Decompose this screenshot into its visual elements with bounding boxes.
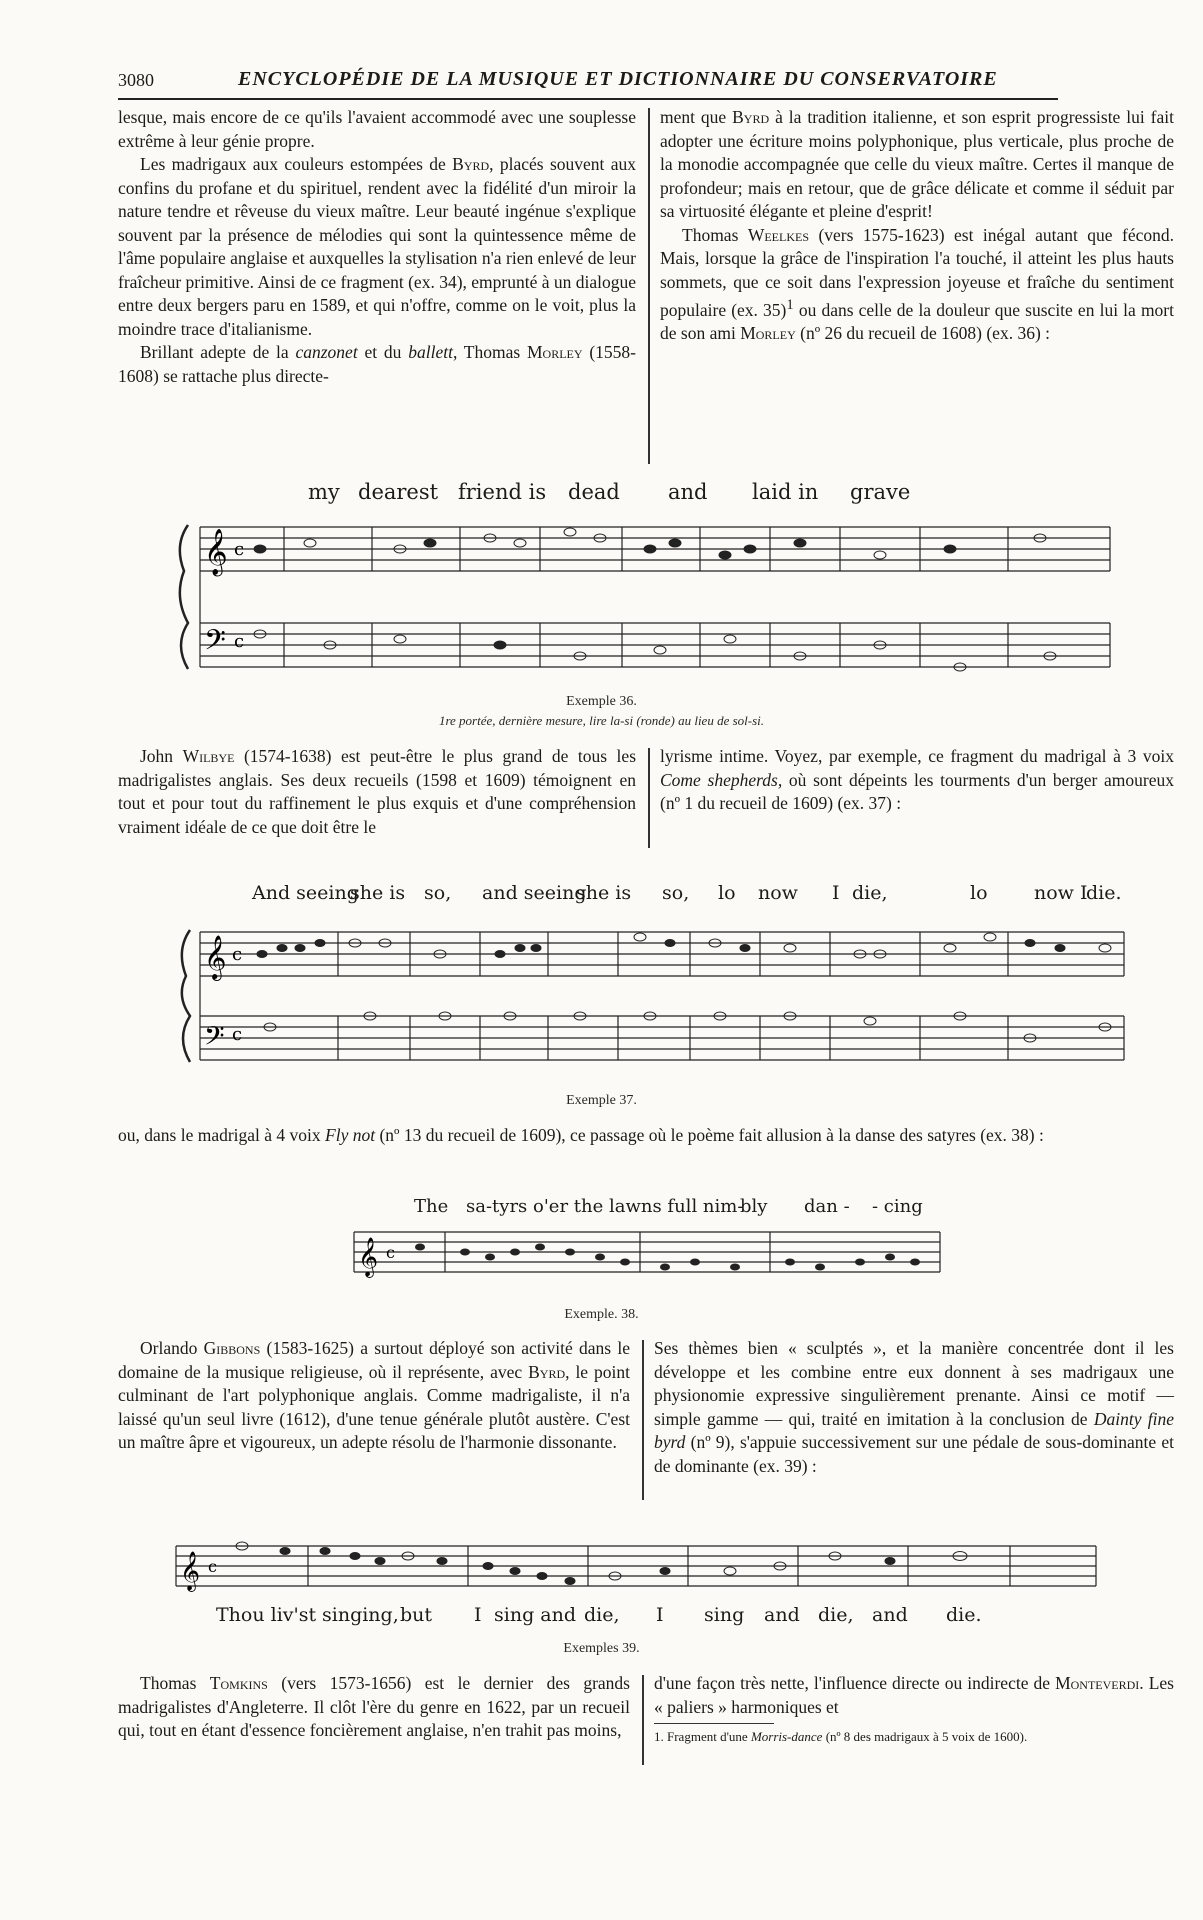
ex36-lyric: laid in [752, 480, 819, 504]
svg-text:c: c [234, 539, 245, 560]
paragraph: lesque, mais encore de ce qu'ils l'avaient accommodé avec une souplesse extrême à leur génie propre. [118, 107, 636, 151]
ex39-lyric: sing and [494, 1604, 576, 1626]
svg-text:𝄞: 𝄞 [204, 529, 228, 575]
ex37-lyric: now [758, 882, 798, 904]
ex37-lyric: lo [718, 882, 736, 904]
ex39-lyric: die, [584, 1604, 620, 1626]
ex37-lyric: she is [350, 882, 406, 904]
section5-right-column [654, 1672, 1174, 1719]
paragraph: John Wilbye (1574-1638) est peut-être le plus grand de tous les madrigalistes anglais. Ses deux recueils (1598 et 1609) témoignent en tout et pour tout du raffinement le plus exquis et d'une compréhension vraiment idéale de ce que doit être le [118, 746, 637, 837]
ex39-lyric: and [764, 1604, 800, 1626]
ex39-lyric: I [656, 1604, 664, 1626]
paragraph: Thomas Weelkes (vers 1575-1623) est inégal autant que fécond. Mais, lorsque la grâce de l'inspiration l'a touché, il atteint les plus hauts sommets, que ce soit dans l'expression joyeuse et fraîche du sentiment populaire (ex. 35)$^1$ ou dans celle de la douleur que suscite en lui la mort de son ami Morley (nº 26 du recueil de 1608) (ex. 36) : [660, 224, 1174, 344]
ex37-lyric: she is [576, 882, 632, 904]
ex37-lyric: I [832, 882, 840, 904]
svg-text:𝄢: 𝄢 [204, 1020, 225, 1058]
ex37-lyric: so, [424, 882, 452, 904]
column-rule [642, 1340, 644, 1500]
svg-text:𝄞: 𝄞 [180, 1551, 201, 1591]
paragraph: Brillant adepte de la canzonet et du ballett, Thomas Morley (1558-1608) se rattache plus directe- [118, 342, 636, 386]
ex38-score [350, 1220, 950, 1300]
ex36-lyric: and [668, 480, 708, 504]
svg-text:c: c [386, 1243, 395, 1262]
paragraph: Thomas Tomkins (vers 1573-1656) est le dernier des grands madrigalistes d'Angleterre. Il clôt l'ère du genre en 1622, par un recueil qui, tout en étant d'essence foncièrement anglaise, n'en trahit pas moins, [118, 1673, 630, 1740]
svg-text:𝄞: 𝄞 [358, 1237, 379, 1277]
ex39-lyric: die. [946, 1604, 982, 1626]
ex39-lyric: Thou liv'st [216, 1604, 317, 1626]
ex37-lyric: die, [852, 882, 888, 904]
footnote-rule [654, 1723, 774, 1724]
svg-text:c: c [208, 1557, 217, 1576]
section4-right-column [654, 1337, 1174, 1478]
ex39-caption: Exemples 39. [563, 1641, 640, 1656]
paragraph: d'une façon très nette, l'influence directe ou indirecte de Monteverdi. Les « paliers » harmoniques et [654, 1673, 1174, 1717]
ex37-lyric: And seeing [252, 882, 359, 904]
ex36-lyric: my [308, 480, 340, 504]
svg-text:c: c [234, 631, 245, 652]
ex36-note: 1re portée, dernière mesure, lire la-si (ronde) au lieu de sol-si. [438, 713, 765, 728]
page-number: 3080 [118, 70, 154, 90]
ex38-lyric: - cing [872, 1196, 923, 1217]
ex39-score [170, 1528, 1100, 1608]
column-rule [648, 108, 650, 464]
ex39-lyric: singing, [322, 1604, 399, 1626]
ex37-lyric: and seeing [482, 882, 587, 904]
column-rule [642, 1675, 644, 1765]
ex36-caption: Exemple 36. [566, 694, 637, 709]
paragraph: ment que Byrd à la tradition italienne, et son esprit progressiste lui fait adopter une écriture moins polyphonique, plus verticale, plus proche de la monodie accompagnée que celle du vieux maître. Certes il manque de profondeur; mais en retour, que de grâce délicate et comme il séduit par sa virtuosité élégante et pleine d'esprit! [660, 107, 1174, 221]
ex37-score [170, 910, 1130, 1070]
section2-right-column [660, 745, 1174, 816]
svg-text:𝄞: 𝄞 [204, 935, 227, 979]
paragraph: Les madrigaux aux couleurs estompées de Byrd, placés souvent aux confins du profane et du spirituel, rendent avec la fidélité d'un miroir la nature tendre et rêveuse du vieux maître. Leur beauté ingénue s'explique souvent par la présence de mélodies qui sont la quintessence même de l'âme populaire anglaise et auxquelles la stylisation n'a rien enlevé de leur fraîcheur primitive. Ainsi de ce fragment (ex. 34), emprunté à un dialogue entre deux bergers paru en 1589, et qui n'offre, comme on le voit, plus la moindre trace d'italianisme. [118, 154, 637, 339]
ex37-lyric: die. [1086, 882, 1122, 904]
paragraph: Orlando Gibbons (1583-1625) a surtout déployé son activité dans le domaine de la musique religieuse, où il représente, avec Byrd, le point culminant de l'art polyphonique anglais. Comme madrigaliste, il n'a laissé qu'un seul livre (1612), d'une tenue générale plutôt austère. C'est un maître âpre et vigoureux, un adepte résolu de l'harmonie dissonante. [118, 1338, 630, 1452]
svg-text:c: c [232, 944, 243, 965]
ex38-lyric: sa-tyrs o'er the lawns full nim- [466, 1196, 744, 1217]
ex39-lyric: but [400, 1604, 433, 1626]
ex38-lyric: dan - [804, 1196, 850, 1217]
ex39-lyric: I [474, 1604, 482, 1626]
ex37-caption: Exemple 37. [566, 1093, 637, 1108]
column-rule [648, 748, 650, 848]
section3-text [118, 1124, 1174, 1148]
paragraph: lyrisme intime. Voyez, par exemple, ce fragment du madrigal à 3 voix Come shepherds, où sont dépeints les tourments d'un berger amoureux (nº 1 du recueil de 1609) (ex. 37) : [660, 746, 1174, 813]
ex37-lyric: so, [662, 882, 690, 904]
ex39-lyric: and [872, 1604, 908, 1626]
ex36-lyric: dead [568, 480, 620, 504]
footnote: 1. Fragment d'une Morris-dance (nº 8 des madrigaux à 5 voix de 1600). [654, 1729, 1028, 1744]
ex36-lyric: friend is [458, 480, 547, 504]
ex39-lyric: die, [818, 1604, 854, 1626]
page-title: ENCYCLOPÉDIE DE LA MUSIQUE ET DICTIONNAIRE DU CONSERVATOIRE [238, 68, 998, 90]
section1-right-column [660, 106, 1174, 346]
section2-left-column [118, 745, 636, 839]
ex37-lyric: lo [970, 882, 988, 904]
ex36-lyric: dearest [358, 480, 439, 504]
section1-left-column [118, 106, 636, 388]
section5-left-column [118, 1672, 630, 1743]
svg-text:𝄢: 𝄢 [204, 624, 226, 664]
paragraph: Ses thèmes bien « sculptés », et la manière concentrée dont il les développe et les combine entre eux donnent à ses madrigaux une physionomie expressive singulièrement prenante. Ainsi ce motif — simple gamme — qui, traité en imitation à la conclusion de Dainty fine byrd (nº 9), s'appuie successivement sur une pédale de sous-dominante et de dominante (ex. 39) : [654, 1338, 1174, 1476]
svg-text:c: c [232, 1024, 243, 1045]
running-head [118, 68, 1058, 100]
paragraph: ou, dans le madrigal à 4 voix Fly not (nº 13 du recueil de 1609), ce passage où le poème fait allusion à la danse des satyres (ex. 38) : [118, 1125, 1044, 1145]
ex38-lyric: The [414, 1196, 449, 1217]
section4-left-column [118, 1337, 630, 1455]
ex38-caption: Exemple. 38. [564, 1307, 639, 1322]
ex37-lyric: now I [1034, 882, 1088, 904]
ex36-score [160, 505, 1120, 685]
ex38-lyric: bly [740, 1196, 768, 1217]
ex36-lyric: grave [850, 480, 911, 504]
ex39-lyric: sing [704, 1604, 745, 1626]
